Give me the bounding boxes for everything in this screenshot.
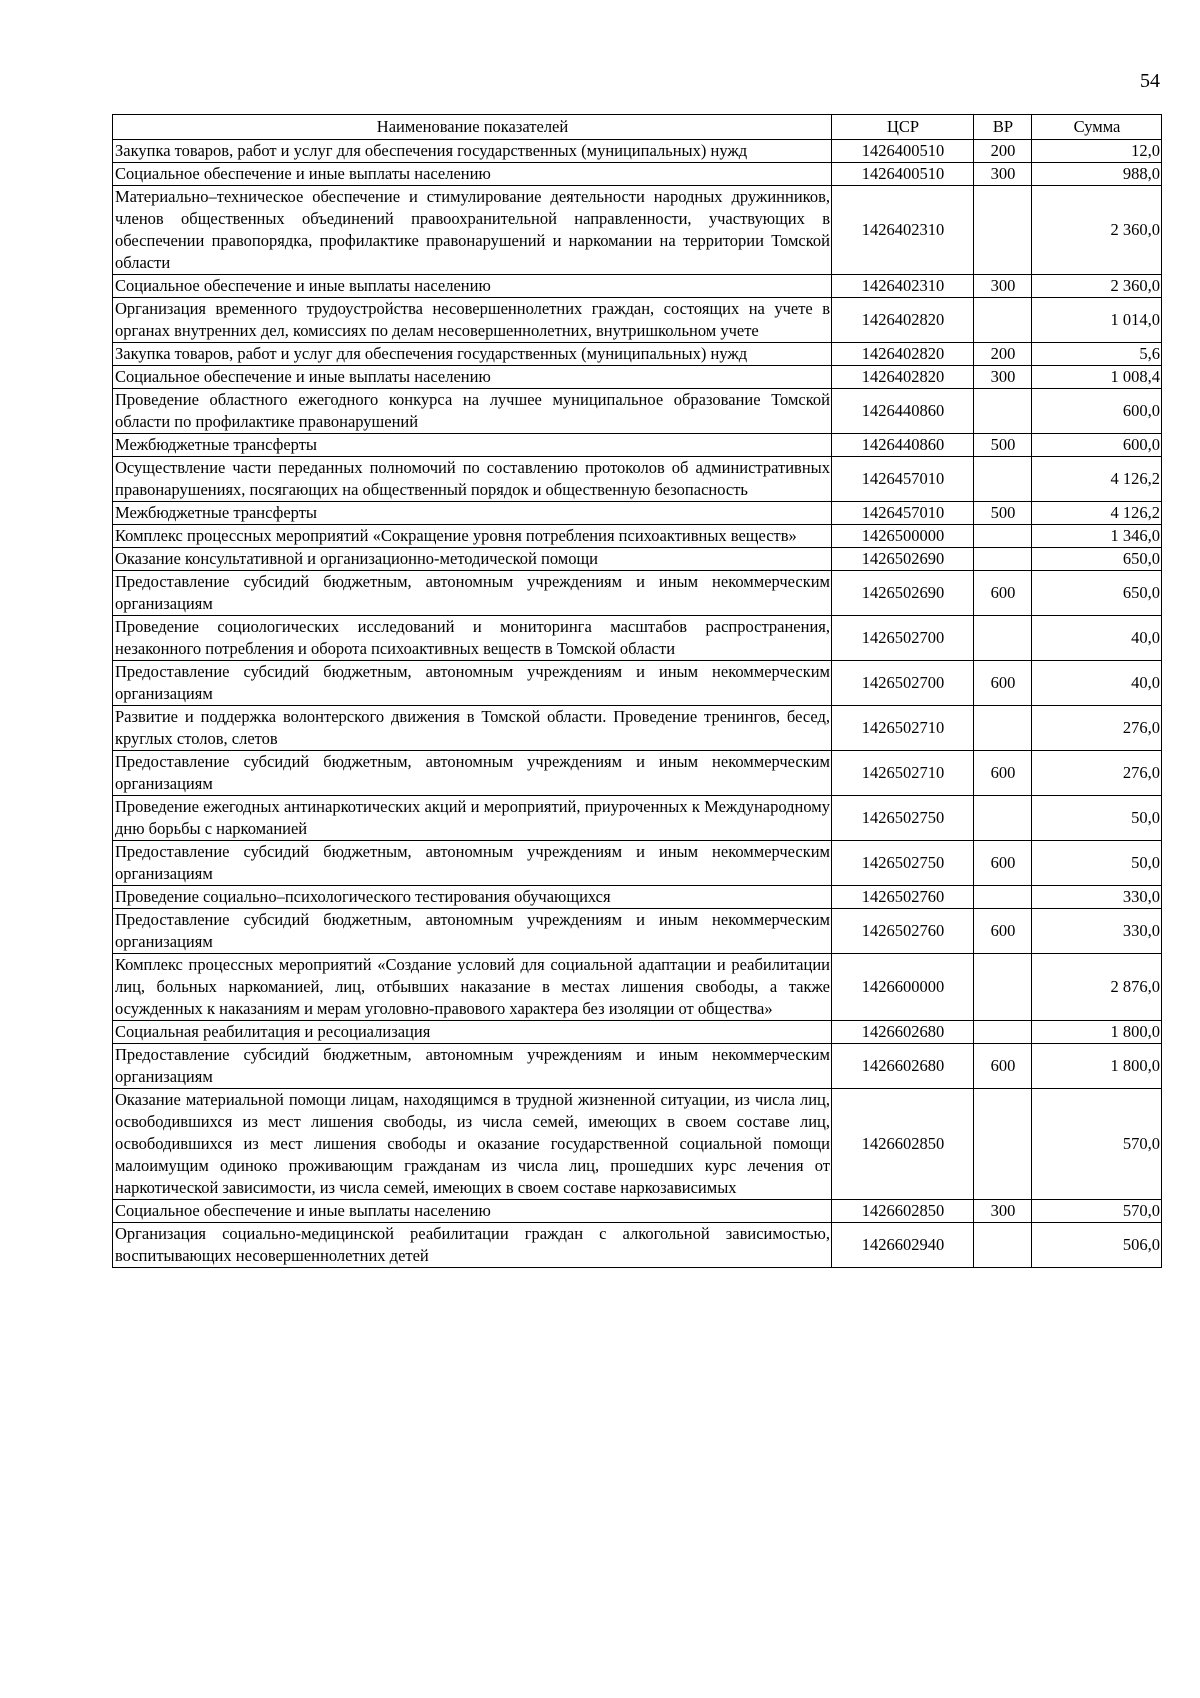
cell-name: Развитие и поддержка волонтерского движения в Томской области. Проведение тренингов, бесед, круглых столов, слетов [113, 706, 832, 751]
cell-name: Проведение ежегодных антинаркотических акций и мероприятий, приуроченных к Международному дню борьбы с наркоманией [113, 796, 832, 841]
cell-name: Осуществление части переданных полномочий по составлению протоколов об административных правонарушениях, посягающих на общественный порядок и общественную безопасность [113, 457, 832, 502]
cell-csr: 1426402820 [832, 343, 974, 366]
table-row [113, 389, 1162, 434]
cell-vr: 600 [974, 571, 1032, 616]
cell-sum: 4 126,2 [1032, 457, 1162, 502]
cell-name: Социальная реабилитация и ресоциализация [113, 1021, 832, 1044]
table-row [113, 886, 1162, 909]
cell-sum: 50,0 [1032, 796, 1162, 841]
cell-sum: 12,0 [1032, 140, 1162, 163]
table-row [113, 1200, 1162, 1223]
table-header-row [113, 115, 1162, 140]
cell-sum: 50,0 [1032, 841, 1162, 886]
cell-sum: 330,0 [1032, 909, 1162, 954]
cell-sum: 600,0 [1032, 434, 1162, 457]
cell-csr: 1426502700 [832, 616, 974, 661]
cell-vr: 300 [974, 275, 1032, 298]
table-body [113, 140, 1162, 1268]
table-row [113, 706, 1162, 751]
cell-sum: 1 346,0 [1032, 525, 1162, 548]
cell-sum: 40,0 [1032, 616, 1162, 661]
cell-name: Закупка товаров, работ и услуг для обеспечения государственных (муниципальных) нужд [113, 343, 832, 366]
table-row [113, 140, 1162, 163]
cell-name: Межбюджетные трансферты [113, 502, 832, 525]
cell-csr: 1426402310 [832, 186, 974, 275]
cell-name: Социальное обеспечение и иные выплаты населению [113, 366, 832, 389]
cell-sum: 2 360,0 [1032, 186, 1162, 275]
cell-csr: 1426602850 [832, 1200, 974, 1223]
cell-csr: 1426440860 [832, 434, 974, 457]
cell-name: Социальное обеспечение и иные выплаты населению [113, 163, 832, 186]
cell-vr [974, 548, 1032, 571]
header-sum: Сумма [1032, 115, 1162, 140]
cell-vr: 500 [974, 502, 1032, 525]
cell-name: Закупка товаров, работ и услуг для обеспечения государственных (муниципальных) нужд [113, 140, 832, 163]
cell-name: Межбюджетные трансферты [113, 434, 832, 457]
cell-sum: 570,0 [1032, 1089, 1162, 1200]
cell-name: Материально–техническое обеспечение и стимулирование деятельности народных дружинников, членов общественных объединений правоохранительной направленности, участвующих в обеспечении правопорядка, профилактике правонарушений и наркомании на территории Томской области [113, 186, 832, 275]
cell-vr: 300 [974, 163, 1032, 186]
cell-vr: 600 [974, 841, 1032, 886]
table-row [113, 434, 1162, 457]
cell-vr: 600 [974, 751, 1032, 796]
cell-sum: 40,0 [1032, 661, 1162, 706]
cell-vr [974, 706, 1032, 751]
cell-sum: 2 360,0 [1032, 275, 1162, 298]
cell-csr: 1426457010 [832, 502, 974, 525]
table-row [113, 163, 1162, 186]
table-row [113, 343, 1162, 366]
page-number: 54 [1140, 70, 1160, 92]
table-row [113, 186, 1162, 275]
cell-sum: 1 014,0 [1032, 298, 1162, 343]
table-row [113, 457, 1162, 502]
table-row [113, 1021, 1162, 1044]
cell-vr: 600 [974, 661, 1032, 706]
cell-sum: 1 800,0 [1032, 1021, 1162, 1044]
table-row [113, 1044, 1162, 1089]
table-row [113, 366, 1162, 389]
table-row [113, 661, 1162, 706]
cell-name: Комплекс процессных мероприятий «Сокращение уровня потребления психоактивных веществ» [113, 525, 832, 548]
cell-vr: 200 [974, 140, 1032, 163]
cell-csr: 1426502760 [832, 909, 974, 954]
cell-sum: 276,0 [1032, 706, 1162, 751]
cell-vr [974, 1223, 1032, 1268]
table-row [113, 751, 1162, 796]
cell-sum: 2 876,0 [1032, 954, 1162, 1021]
table-row [113, 1089, 1162, 1200]
budget-table [112, 114, 1162, 1268]
cell-vr: 300 [974, 1200, 1032, 1223]
cell-sum: 276,0 [1032, 751, 1162, 796]
cell-sum: 988,0 [1032, 163, 1162, 186]
table-row [113, 298, 1162, 343]
table-row [113, 502, 1162, 525]
cell-csr: 1426502700 [832, 661, 974, 706]
cell-csr: 1426400510 [832, 163, 974, 186]
cell-name: Предоставление субсидий бюджетным, автономным учреждениям и иным некоммерческим организациям [113, 1044, 832, 1089]
cell-sum: 330,0 [1032, 886, 1162, 909]
cell-name: Проведение областного ежегодного конкурса на лучшее муниципальное образование Томской области по профилактике правонарушений [113, 389, 832, 434]
cell-sum: 570,0 [1032, 1200, 1162, 1223]
table-row [113, 841, 1162, 886]
cell-csr: 1426502750 [832, 796, 974, 841]
cell-name: Оказание консультативной и организационно-методической помощи [113, 548, 832, 571]
table-row [113, 796, 1162, 841]
cell-csr: 1426602940 [832, 1223, 974, 1268]
cell-csr: 1426402820 [832, 366, 974, 389]
table-row [113, 909, 1162, 954]
cell-vr [974, 1021, 1032, 1044]
cell-vr [974, 298, 1032, 343]
cell-vr: 300 [974, 366, 1032, 389]
table-row [113, 571, 1162, 616]
header-name: Наименование показателей [113, 115, 832, 140]
cell-csr: 1426502710 [832, 751, 974, 796]
cell-csr: 1426602850 [832, 1089, 974, 1200]
cell-vr [974, 886, 1032, 909]
cell-vr [974, 954, 1032, 1021]
cell-name: Предоставление субсидий бюджетным, автономным учреждениям и иным некоммерческим организациям [113, 841, 832, 886]
cell-csr: 1426440860 [832, 389, 974, 434]
cell-vr [974, 525, 1032, 548]
cell-csr: 1426600000 [832, 954, 974, 1021]
cell-csr: 1426502690 [832, 571, 974, 616]
cell-vr [974, 616, 1032, 661]
cell-name: Организация социально-медицинской реабилитации граждан с алкогольной зависимостью, воспитывающих несовершеннолетних детей [113, 1223, 832, 1268]
cell-vr [974, 1089, 1032, 1200]
cell-csr: 1426402820 [832, 298, 974, 343]
cell-csr: 1426502710 [832, 706, 974, 751]
cell-name: Предоставление субсидий бюджетным, автономным учреждениям и иным некоммерческим организациям [113, 571, 832, 616]
cell-name: Организация временного трудоустройства несовершеннолетних граждан, состоящих на учете в органах внутренних дел, комиссиях по делам несовершеннолетних, внутришкольном учете [113, 298, 832, 343]
table-row [113, 954, 1162, 1021]
cell-name: Социальное обеспечение и иные выплаты населению [113, 275, 832, 298]
cell-sum: 5,6 [1032, 343, 1162, 366]
cell-name: Проведение социологических исследований и мониторинга масштабов распространения, незаконного потребления и оборота психоактивных веществ в Томской области [113, 616, 832, 661]
cell-name: Оказание материальной помощи лицам, находящимся в трудной жизненной ситуации, из числа лиц, освободившихся из мест лишения свободы, из числа семей, имеющих в своем составе лиц, освободившихся из мест лишения свободы и оказание государственной социальной помощи малоимущим одиноко проживающим гражданам из числа лиц, прошедших курс лечения от наркотической зависимости, из числа семей, имеющих в своем составе наркозависимых [113, 1089, 832, 1200]
cell-csr: 1426602680 [832, 1044, 974, 1089]
header-csr: ЦСР [832, 115, 974, 140]
cell-csr: 1426400510 [832, 140, 974, 163]
cell-vr [974, 186, 1032, 275]
cell-name: Социальное обеспечение и иные выплаты населению [113, 1200, 832, 1223]
cell-vr: 600 [974, 1044, 1032, 1089]
cell-vr [974, 796, 1032, 841]
cell-csr: 1426602680 [832, 1021, 974, 1044]
table-row [113, 616, 1162, 661]
table-row [113, 548, 1162, 571]
header-vr: ВР [974, 115, 1032, 140]
cell-sum: 600,0 [1032, 389, 1162, 434]
cell-vr: 500 [974, 434, 1032, 457]
cell-vr [974, 457, 1032, 502]
table-row [113, 525, 1162, 548]
cell-sum: 1 008,4 [1032, 366, 1162, 389]
cell-csr: 1426402310 [832, 275, 974, 298]
cell-name: Предоставление субсидий бюджетным, автономным учреждениям и иным некоммерческим организациям [113, 909, 832, 954]
cell-csr: 1426502750 [832, 841, 974, 886]
cell-csr: 1426502760 [832, 886, 974, 909]
cell-name: Предоставление субсидий бюджетным, автономным учреждениям и иным некоммерческим организациям [113, 751, 832, 796]
cell-csr: 1426502690 [832, 548, 974, 571]
cell-name: Комплекс процессных мероприятий «Создание условий для социальной адаптации и реабилитации лиц, больных наркоманией, лиц, отбывших наказание в местах лишения свободы, а также осужденных к наказаниям и мерам уголовно-правового характера без изоляции от общества» [113, 954, 832, 1021]
table-row [113, 1223, 1162, 1268]
cell-sum: 1 800,0 [1032, 1044, 1162, 1089]
cell-vr: 600 [974, 909, 1032, 954]
cell-csr: 1426457010 [832, 457, 974, 502]
cell-sum: 506,0 [1032, 1223, 1162, 1268]
cell-sum: 650,0 [1032, 571, 1162, 616]
cell-sum: 4 126,2 [1032, 502, 1162, 525]
cell-sum: 650,0 [1032, 548, 1162, 571]
cell-name: Проведение социально–психологического тестирования обучающихся [113, 886, 832, 909]
cell-csr: 1426500000 [832, 525, 974, 548]
cell-vr [974, 389, 1032, 434]
table-row [113, 275, 1162, 298]
cell-name: Предоставление субсидий бюджетным, автономным учреждениям и иным некоммерческим организациям [113, 661, 832, 706]
cell-vr: 200 [974, 343, 1032, 366]
